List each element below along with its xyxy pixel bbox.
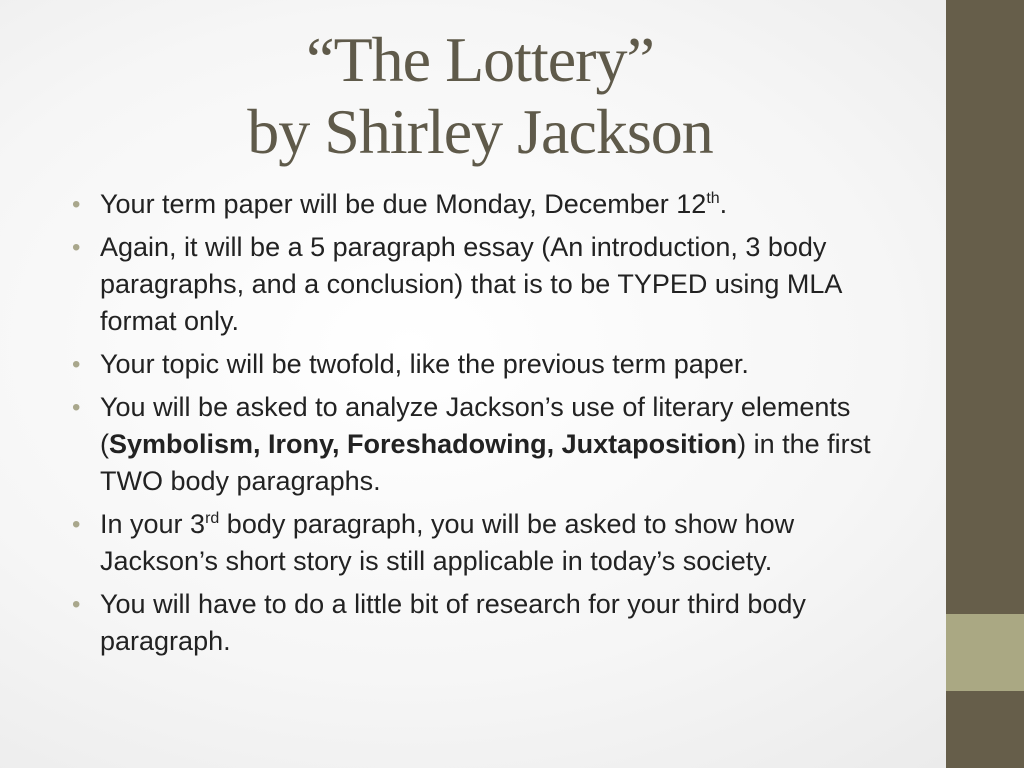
bullet-marker: • [72,351,81,378]
slide-title [40,24,920,168]
bullet-text-end: ) in the first TWO body paragraphs. [100,429,871,496]
decorative-sidebar [946,0,1024,768]
bullet-superscript: th [706,190,720,207]
bullet-text-end: body paragraph, you will be asked to show how Jackson’s short story is still applicable in today’s society. [100,509,795,576]
sidebar-accent-block [946,614,1024,691]
bullet-list [72,186,902,666]
bullet-item-topic [72,346,902,383]
bullet-item-third-paragraph [72,506,902,580]
bullet-item-essay-format [72,229,902,340]
bullet-bold-text: Symbolism, Irony, Foreshadowing, Juxtaposition [109,429,738,459]
bullet-text: Your topic will be twofold, like the previous term paper. [100,349,749,379]
title-line-1: “The Lottery” [306,24,654,95]
bullet-marker: • [72,394,81,421]
title-line-2: by Shirley Jackson [247,96,713,167]
bullet-text-end: . [719,189,728,219]
bullet-marker: • [72,511,81,538]
bullet-text: You will have to do a little bit of research for your third body paragraph. [100,589,806,656]
bullet-item-literary-elements [72,389,902,500]
bullet-marker: • [72,591,81,618]
bullet-text: You will be asked to analyze Jackson’s use of literary elements ( [100,392,851,459]
bullet-item-due-date [72,186,902,223]
bullet-text: In your 3 [100,509,206,539]
bullet-marker: • [72,191,81,218]
bullet-text: Again, it will be a 5 paragraph essay (An introduction, 3 body paragraphs, and a conclusion) that is to be TYPED using MLA format only. [100,232,841,336]
bullet-item-research [72,586,902,660]
bullet-text: Your term paper will be due Monday, December 12 [100,189,707,219]
bullet-superscript: rd [205,510,220,527]
bullet-marker: • [72,234,81,261]
